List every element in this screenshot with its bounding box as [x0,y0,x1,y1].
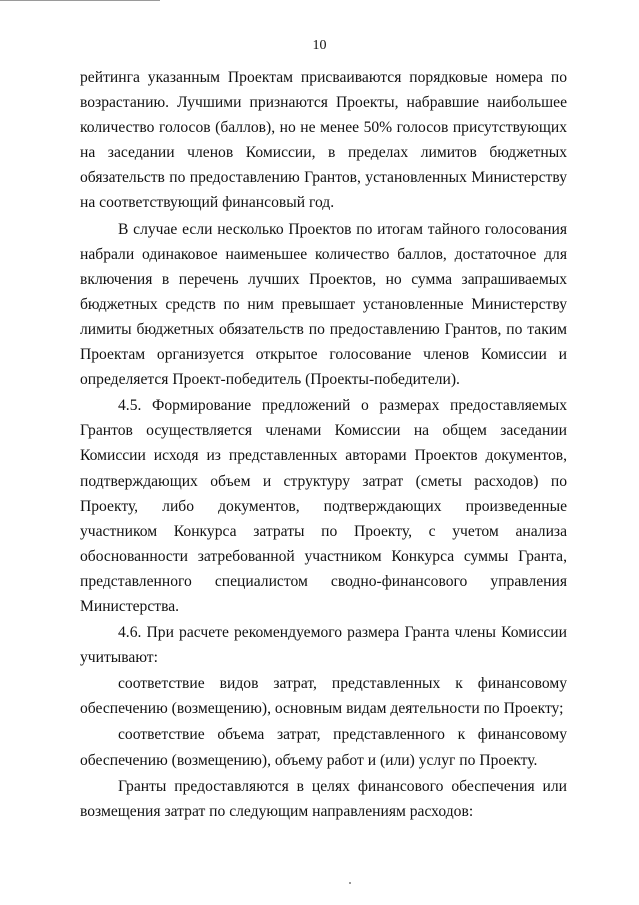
paragraph-equal-votes: В случае если несколько Проектов по итогам тайного голосования набрали одинаковое наименьшее количество баллов, достаточное для включения в перечень лучших Проектов, но сумма запрашиваемых бюджетных средств по ним превышает установленные Министерству лимиты бюджетных обязательств по предоставлению Грантов, по таким Проектам организуется открытое голосование членов Комиссии и определяется Проект-победитель (Проекты-победители). [80,220,567,389]
scan-edge-mark [0,0,160,1]
paragraph-cost-types-match: соответствие видов затрат, представленных к финансовому обеспечению (возмещению), основным видам деятельности по Проекту; [80,675,567,718]
paragraph-ranking-continuation: рейтинга указанным Проектам присваиваются порядковые номера по возрастанию. Лучшими признаются Проекты, набравшие наибольшее количество голосов (баллов), но не менее 50% голосов присутствующих на заседании членов Комиссии, в пределах лимитов бюджетных обязательств по предоставлению Грантов, установленных Министерству на соответствующий финансовый год. [80,69,567,212]
paragraph-cost-volume-match: соответствие объема затрат, представленного к финансовому обеспечению (возмещению), объему работ и (или) услуг по Проекту. [80,726,567,769]
paragraph-grant-purposes: Гранты предоставляются в целях финансового обеспечения или возмещения затрат по следующим направлениям расходов: [80,777,567,820]
document-body [80,65,567,824]
paragraph-4-6-grant-size: 4.6. При расчете рекомендуемого размера Гранта члены Комиссии учитывают: [80,624,567,667]
paragraph-4-5-grant-proposals: 4.5. Формирование предложений о размерах предоставляемых Грантов осуществляется членами Комиссии на общем заседании Комиссии исходя из представленных авторами Проектов документов, подтверждающих объем и структуру затрат (сметы расходов) по Проекту, либо документов, подтверждающих произведенные участником Конкурса затраты по Проекту, с учетом анализа обоснованности затребованной участником Конкурса суммы Гранта, представленного специалистом сводно-финансового управления Министерства. [80,397,567,615]
scan-speck [349,882,351,884]
page-number: 10 [312,38,327,53]
